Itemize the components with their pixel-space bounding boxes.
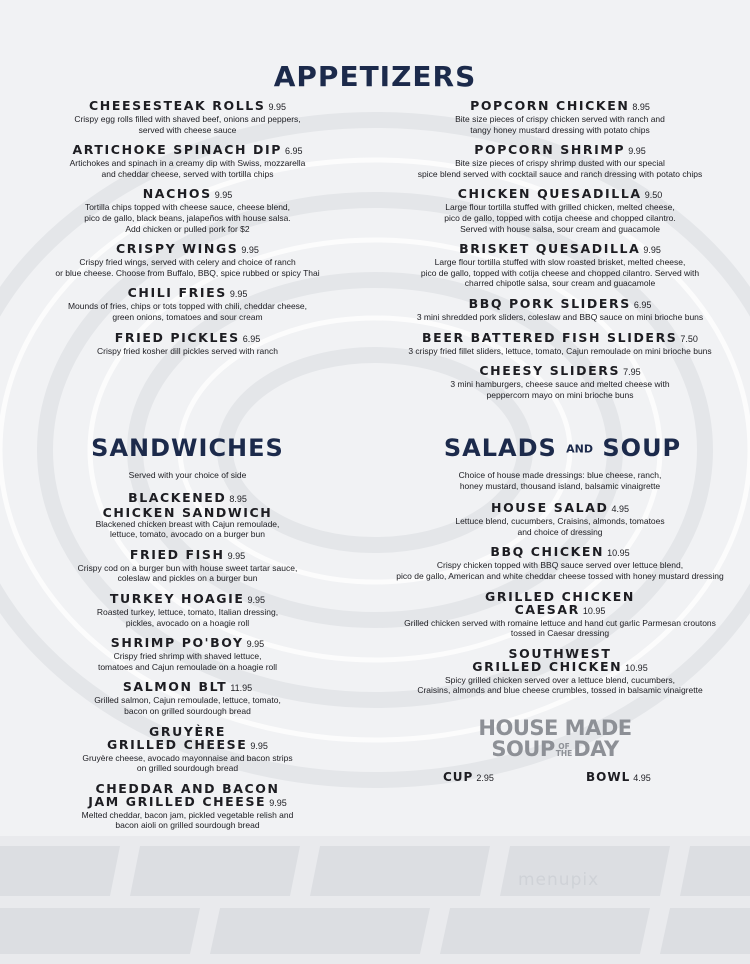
item-name: BBQ PORK SLIDERS: [468, 295, 631, 311]
item-name: CHEDDAR AND BACON: [95, 780, 280, 796]
menu-item-blackened-chicken-sandwich: [20, 491, 355, 540]
item-price: 10.95: [625, 662, 648, 673]
cup-price: 2.95: [476, 773, 494, 783]
menu-item-popcorn-shrimp: [385, 143, 735, 179]
item-description: Lettuce blend, cucumbers, Craisins, almonds, tomatoes and choice of dressing: [455, 516, 665, 537]
item-name: CHICKEN QUESADILLA: [457, 186, 642, 202]
appetizers-right-column: [385, 99, 735, 408]
item-description: Tortilla chips topped with cheese sauce, cheese blend, pico de gallo, black beans, jalapeños with house salsa. Add chicken or pulled pork for $2: [84, 202, 291, 234]
item-price: 10.95: [582, 605, 606, 616]
menu-item-fried-fish: [20, 548, 355, 584]
menu-item-shrimp-poboy: [20, 636, 355, 672]
menu-item-grilled-chicken-caesar: [385, 590, 735, 639]
item-price: 9.95: [250, 740, 268, 751]
item-description: 3 mini hamburgers, cheese sauce and melted cheese with peppercorn mayo on mini brioche buns: [450, 379, 670, 400]
item-name: FRIED PICKLES: [114, 329, 240, 345]
item-name: NACHOS: [142, 186, 212, 202]
item-price: 9.95: [643, 245, 661, 256]
salads-soup-heading: SALADS AND SOUP: [443, 434, 682, 462]
item-description: 3 mini shredded pork sliders, coleslaw and BBQ sauce on mini brioche buns: [416, 311, 704, 322]
item-price: 9.95: [229, 289, 248, 300]
item-description: Crispy chicken topped with BBQ sauce served over lettuce blend, pico de gallo, American and white cheddar cheese tossed with honey mustard dressing: [396, 560, 724, 581]
menu-item-fried-pickles: [20, 331, 355, 357]
item-name: GRILLED CHICKEN: [485, 588, 635, 604]
item-description: Crispy egg rolls filled with shaved beef, onions and peppers, served with cheese sauce: [74, 114, 301, 135]
item-name-line2: CHICKEN SANDWICH: [102, 504, 273, 520]
menu-item-salmon-blt: [20, 680, 355, 716]
item-price: 6.95: [633, 299, 652, 310]
menu-item-chicken-quesadilla: [385, 187, 735, 234]
item-name: SOUTHWEST: [508, 645, 612, 661]
background-stripes: [0, 836, 750, 964]
item-price: 6.95: [242, 333, 261, 344]
item-name: BBQ CHICKEN: [490, 544, 605, 560]
item-name: TURKEY HOAGIE: [109, 590, 245, 606]
menu-item-nachos: [20, 187, 355, 234]
item-description: Melted cheddar, bacon jam, pickled vegetable relish and bacon aioli on grilled sourdough bread: [81, 809, 294, 831]
item-description: Bite size pieces of crispy shrimp dusted with our special spice blend served with cocktail sauce and ranch dressing with potato chips: [417, 158, 703, 179]
item-price: 9.95: [227, 550, 246, 561]
appetizers-left-column: [20, 99, 355, 364]
menu-item-cheesesteak-rolls: [20, 99, 355, 135]
item-description: Roasted turkey, lettuce, tomato, Italian dressing, pickles, avocado on a hoagie roll: [96, 606, 279, 628]
item-name: BEER BATTERED FISH SLIDERS: [422, 329, 678, 345]
item-name: CHILI FRIES: [127, 285, 227, 301]
cup-label: CUP: [443, 770, 474, 784]
item-description: Large flour tortilla stuffed with slow roasted brisket, melted cheese, pico de gallo, topped with cotija cheese and chopped cilantro. Served with charred chipotle salsa, sour cream and guacamole: [420, 257, 700, 289]
bowl-price: 4.95: [633, 773, 651, 783]
item-name: CRISPY WINGS: [116, 241, 239, 257]
watermark-logo: menupix: [518, 870, 600, 890]
sandwiches-heading: SANDWICHES: [91, 434, 284, 462]
item-price: 9.95: [247, 594, 266, 605]
item-price: 11.95: [230, 683, 253, 694]
menu-item-popcorn-chicken: [385, 99, 735, 135]
item-name: HOUSE SALAD: [491, 500, 609, 516]
item-name-line2: CAESAR: [514, 601, 580, 617]
item-price: 9.50: [644, 190, 663, 201]
item-name: CHEESY SLIDERS: [479, 363, 621, 379]
item-price: 6.95: [284, 146, 303, 157]
item-price: 9.95: [241, 245, 259, 256]
item-description: Large flour tortilla stuffed with grilled chicken, melted cheese, pico de gallo, topped with cotija cheese and chopped cilantro. Served with house salsa, sour cream and guacamole: [444, 202, 676, 234]
item-name: SALMON BLT: [122, 679, 228, 695]
item-name-line2: GRILLED CHICKEN: [472, 658, 623, 674]
item-name: GRUYÈRE: [149, 723, 226, 739]
menu-item-bbq-chicken-salad: [385, 545, 735, 581]
menu-item-crispy-wings: [20, 242, 355, 278]
appetizers-heading: APPETIZERS: [273, 60, 477, 93]
item-description: Crispy fried shrimp with shaved lettuce, tomatoes and Cajun remoulade on a hoagie roll: [97, 651, 278, 672]
item-price: 7.50: [680, 333, 698, 344]
item-description: 3 crispy fried fillet sliders, lettuce, tomato, Cajun remoulade on mini brioche buns: [408, 345, 712, 356]
menu-item-chili-fries: [20, 286, 355, 322]
item-price: 7.95: [623, 367, 641, 378]
item-price: 10.95: [607, 548, 630, 559]
item-name: BLACKENED: [128, 489, 227, 505]
item-name: BRISKET QUESADILLA: [459, 241, 641, 257]
item-description: Crispy fried kosher dill pickles served with ranch: [97, 345, 278, 356]
item-price: 8.95: [632, 102, 650, 112]
item-price: 9.95: [269, 797, 287, 808]
item-price: 9.95: [246, 639, 265, 650]
item-name: SHRIMP PO'BOY: [110, 635, 244, 651]
item-description: Grilled salmon, Cajun remoulade, lettuce, tomato, bacon on grilled sourdough bread: [94, 695, 281, 716]
dressings-note: Choice of house made dressings: blue cheese, ranch, honey mustard, thousand island, balsamic vinaigrette: [458, 470, 662, 491]
sandwiches-note: Served with your choice of side: [128, 470, 247, 480]
bowl-label: BOWL: [586, 770, 631, 784]
item-name: POPCORN CHICKEN: [470, 98, 630, 113]
item-price: 8.95: [229, 493, 247, 504]
item-name: CHEESESTEAK ROLLS: [89, 98, 266, 113]
menu-item-southwest-grilled-chicken: [385, 647, 735, 696]
soup-of-the-day-title: HOUSE MADE SOUP OF THEDAY: [478, 716, 632, 761]
salads-column: [385, 470, 735, 704]
menu-item-gruyere-grilled-cheese: [20, 725, 355, 774]
item-price: 9.95: [628, 146, 646, 157]
item-description: Mounds of fries, chips or tots topped with chili, cheddar cheese, green onions, tomatoes and sour cream: [67, 301, 308, 322]
soup-bowl-option: [586, 770, 651, 784]
item-name: ARTICHOKE SPINACH DIP: [72, 142, 282, 158]
item-name-line2: JAM GRILLED CHEESE: [88, 793, 267, 809]
item-description: Crispy cod on a burger bun with house sweet tartar sauce, coleslaw and pickles on a burger bun: [77, 562, 298, 584]
menu-item-cheddar-bacon-jam-grilled-cheese: [20, 782, 355, 831]
menu-item-beer-battered-fish-sliders: [385, 331, 735, 357]
item-description: Crispy fried wings, served with celery and choice of ranch or blue cheese. Choose from Buffalo, BBQ, spice rubbed or spicy Thai: [55, 257, 320, 278]
item-description: Gruyère cheese, avocado mayonnaise and bacon strips on grilled sourdough bread: [82, 752, 293, 774]
menu-item-bbq-pork-sliders: [385, 297, 735, 323]
menu-item-artichoke-spinach-dip: [20, 143, 355, 179]
menu-item-turkey-hoagie: [20, 592, 355, 628]
item-name: POPCORN SHRIMP: [474, 142, 626, 158]
soup-cup-option: [443, 770, 494, 784]
item-name-line2: GRILLED CHEESE: [107, 736, 248, 752]
item-price: 9.95: [268, 102, 286, 112]
item-name: FRIED FISH: [129, 546, 225, 562]
sandwiches-column: [20, 470, 355, 839]
item-description: Artichokes and spinach in a creamy dip with Swiss, mozzarella and cheddar cheese, served with tortilla chips: [69, 158, 306, 179]
menu-item-brisket-quesadilla: [385, 242, 735, 289]
menu-item-house-salad: [385, 501, 735, 537]
menu-item-cheesy-sliders: [385, 364, 735, 400]
item-price: 4.95: [611, 504, 629, 515]
item-description: Spicy grilled chicken served over a lettuce blend, cucumbers, Craisins, almonds and blue cheese crumbles, tossed in balsamic vinaigrette: [417, 674, 703, 696]
item-description: Bite size pieces of crispy chicken served with ranch and tangy honey mustard dressing with potato chips: [455, 114, 665, 135]
item-description: Grilled chicken served with romaine lettuce and hand cut garlic Parmesan croutons tossed in Caesar dressing: [404, 617, 716, 639]
item-description: Blackened chicken breast with Cajun remoulade, lettuce, tomato, avocado on a burger bun: [95, 518, 280, 540]
item-price: 9.95: [214, 190, 233, 201]
